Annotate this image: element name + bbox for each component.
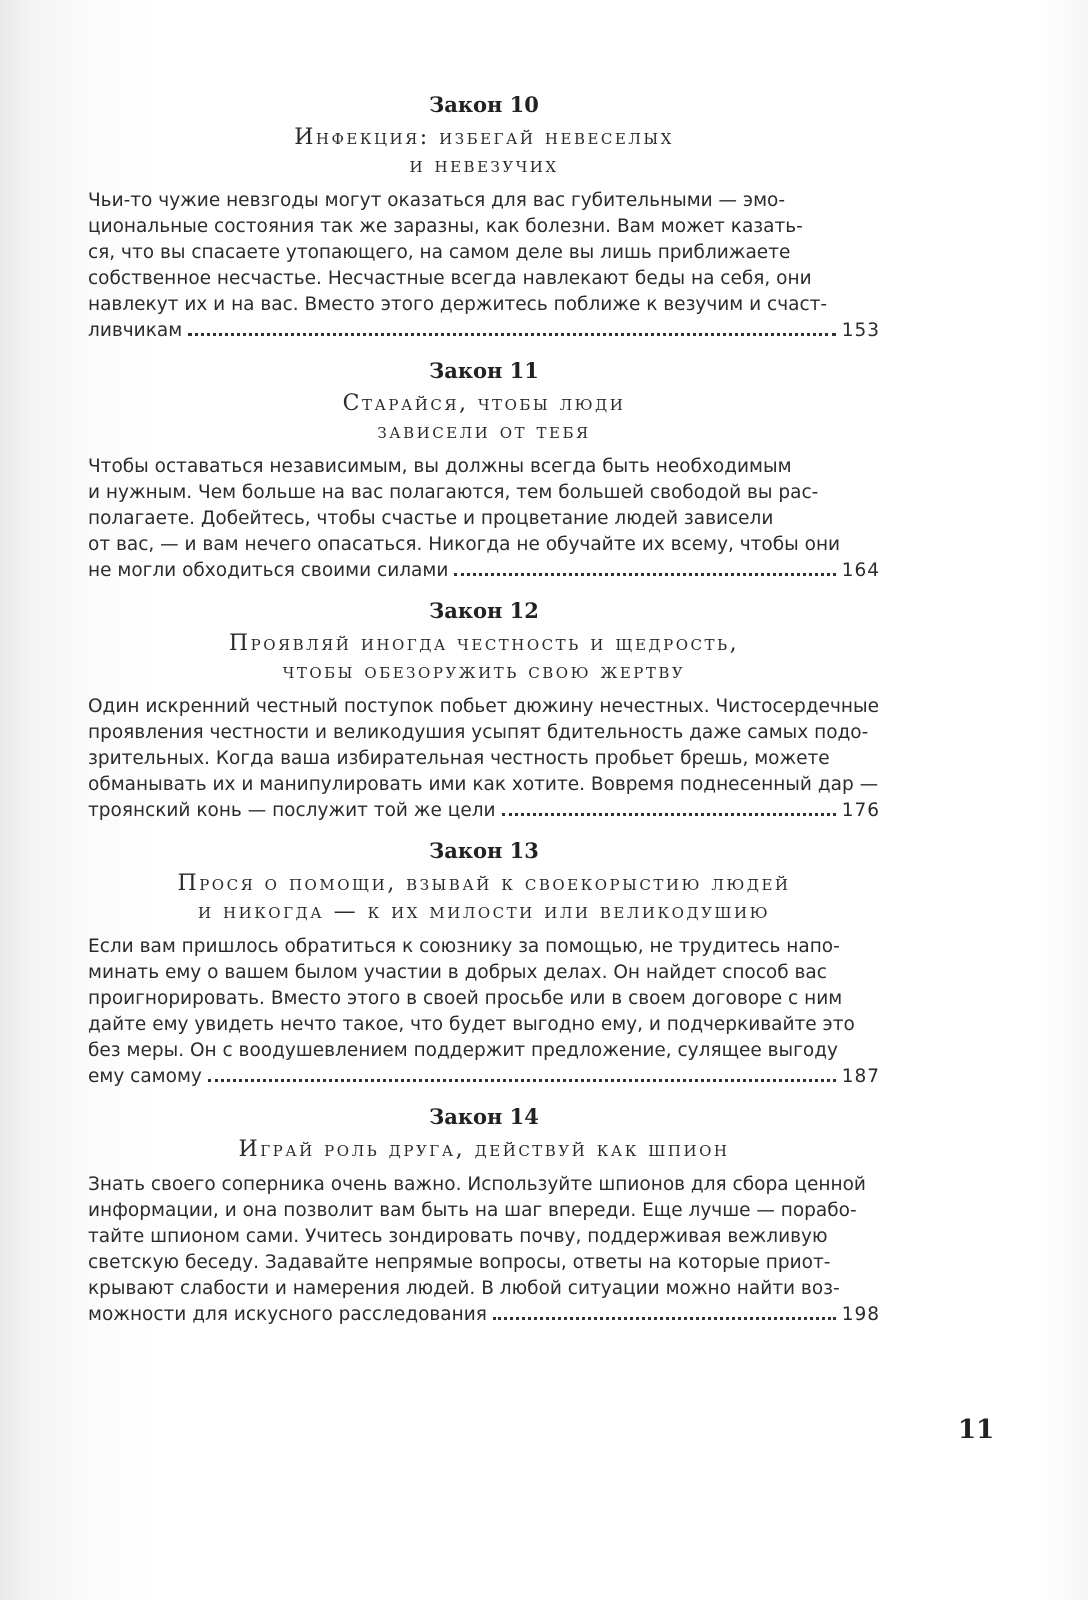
- text-line: можности для искусного расследования: [88, 1304, 487, 1325]
- law-entry-12: [88, 598, 880, 824]
- law-description: [88, 1172, 880, 1302]
- page-number-link[interactable]: 187: [841, 1066, 880, 1087]
- law-number: Закон 14: [429, 1104, 539, 1129]
- law-title-line: и никогда — к их милости или великодушию: [197, 899, 771, 924]
- text-line: информации, и она позволит вам быть на шаг впереди. Еще лучше — порабо-: [88, 1200, 857, 1221]
- law-entry-13: [88, 838, 880, 1090]
- page-number-link[interactable]: 164: [841, 560, 880, 581]
- text-line: от вас, — и вам нечего опасаться. Никогда не обучайте их всему, чтобы они: [88, 534, 841, 555]
- law-entry-14: [88, 1104, 880, 1328]
- text-line: проявления честности и великодушия усыпят бдительность даже самых подо-: [88, 722, 869, 743]
- law-title-line: Инфекция: избегай невеселых: [294, 125, 674, 150]
- text-line: светскую беседу. Задавайте непрямые вопросы, ответы на которые приот-: [88, 1252, 831, 1273]
- law-description: [88, 188, 880, 318]
- text-line: тайте шпионом сами. Учитесь зондировать почву, поддерживая вежливую: [88, 1226, 828, 1247]
- text-line: проигнорировать. Вместо этого в своей просьбе или в своем договоре с ним: [88, 988, 843, 1009]
- page-number-link[interactable]: 153: [841, 320, 880, 341]
- law-last-line: [88, 798, 880, 824]
- text-line: Знать своего соперника очень важно. Используйте шпионов для сбора ценной: [88, 1174, 866, 1195]
- text-line: зрительных. Когда ваша избирательная честность пробьет брешь, можете: [88, 748, 830, 769]
- law-title-line: Прося о помощи, взывай к своекорыстию людей: [177, 871, 791, 896]
- page-number-link[interactable]: 198: [841, 1304, 880, 1325]
- law-description: [88, 934, 880, 1064]
- text-line: не могли обходиться своими силами: [88, 560, 449, 581]
- law-number: Закон 13: [429, 838, 539, 863]
- dot-leader: [502, 813, 836, 816]
- text-line: крывают слабости и намерения людей. В любой ситуации можно найти воз-: [88, 1278, 840, 1299]
- dot-leader: [454, 573, 835, 576]
- text-line: и нужным. Чем больше на вас полагаются, тем большей свободой вы рас-: [88, 482, 819, 503]
- law-title: [88, 1136, 880, 1164]
- text-line: навлекут их и на вас. Вместо этого держитесь поближе к везучим и счаст-: [88, 294, 828, 315]
- law-description: [88, 694, 880, 798]
- law-last-line: [88, 558, 880, 584]
- text-line: ливчикам: [88, 320, 183, 341]
- dot-leader: [188, 333, 836, 336]
- text-line: циональные состояния так же заразны, как болезни. Вам может казать-: [88, 216, 803, 237]
- law-title: [88, 390, 880, 446]
- law-entry-10: [88, 92, 880, 344]
- law-last-line: [88, 1064, 880, 1090]
- text-line: дайте ему увидеть нечто такое, что будет выгодно ему, и подчеркивайте это: [88, 1014, 855, 1035]
- text-line: Чтобы оставаться независимым, вы должны всегда быть необходимым: [88, 456, 792, 477]
- text-line: минать ему о вашем былом участии в добрых делах. Он найдет способ вас: [88, 962, 827, 983]
- law-title-line: Проявляй иногда честность и щедрость,: [228, 631, 740, 656]
- text-line: собственное несчастье. Несчастные всегда навлекают беды на себя, они: [88, 268, 812, 289]
- law-entry-11: [88, 358, 880, 584]
- page-number-link[interactable]: 176: [841, 800, 880, 821]
- text-line: Если вам пришлось обратиться к союзнику за помощью, не трудитесь напо-: [88, 936, 840, 957]
- law-number: Закон 12: [429, 598, 539, 623]
- law-number: Закон 11: [429, 358, 539, 383]
- law-title-line: чтобы обезоружить свою жертву: [282, 659, 686, 684]
- law-title-line: Играй роль друга, действуй как шпион: [238, 1137, 730, 1162]
- law-last-line: [88, 1302, 880, 1328]
- law-title-line: и невезучих: [409, 153, 559, 178]
- text-line: без меры. Он с воодушевлением поддержит предложение, сулящее выгоду: [88, 1040, 838, 1061]
- law-title-line: Старайся, чтобы люди: [342, 391, 626, 416]
- law-title: [88, 870, 880, 926]
- text-line: Один искренний честный поступок побьет дюжину нечестных. Чистосердечные: [88, 696, 879, 717]
- dot-leader: [493, 1317, 836, 1320]
- law-title-line: зависели от тебя: [377, 419, 591, 444]
- table-of-contents: [88, 92, 880, 1328]
- text-line: обманывать их и манипулировать ими как хотите. Вовремя поднесенный дар —: [88, 774, 879, 795]
- text-line: ся, что вы спасаете утопающего, на самом деле вы лишь приближаете: [88, 242, 791, 263]
- law-last-line: [88, 318, 880, 344]
- text-line: ему самому: [88, 1066, 202, 1087]
- law-title: [88, 124, 880, 180]
- text-line: Чьи-то чужие невзгоды могут оказаться для вас губительными — эмо-: [88, 190, 786, 211]
- law-number: Закон 10: [429, 92, 539, 117]
- law-title: [88, 630, 880, 686]
- page-folio-number: 11: [958, 1415, 995, 1445]
- text-line: полагаете. Добейтесь, чтобы счастье и процветание людей зависели: [88, 508, 774, 529]
- text-line: троянский конь — послужит той же цели: [88, 800, 496, 821]
- law-description: [88, 454, 880, 558]
- dot-leader: [208, 1079, 836, 1082]
